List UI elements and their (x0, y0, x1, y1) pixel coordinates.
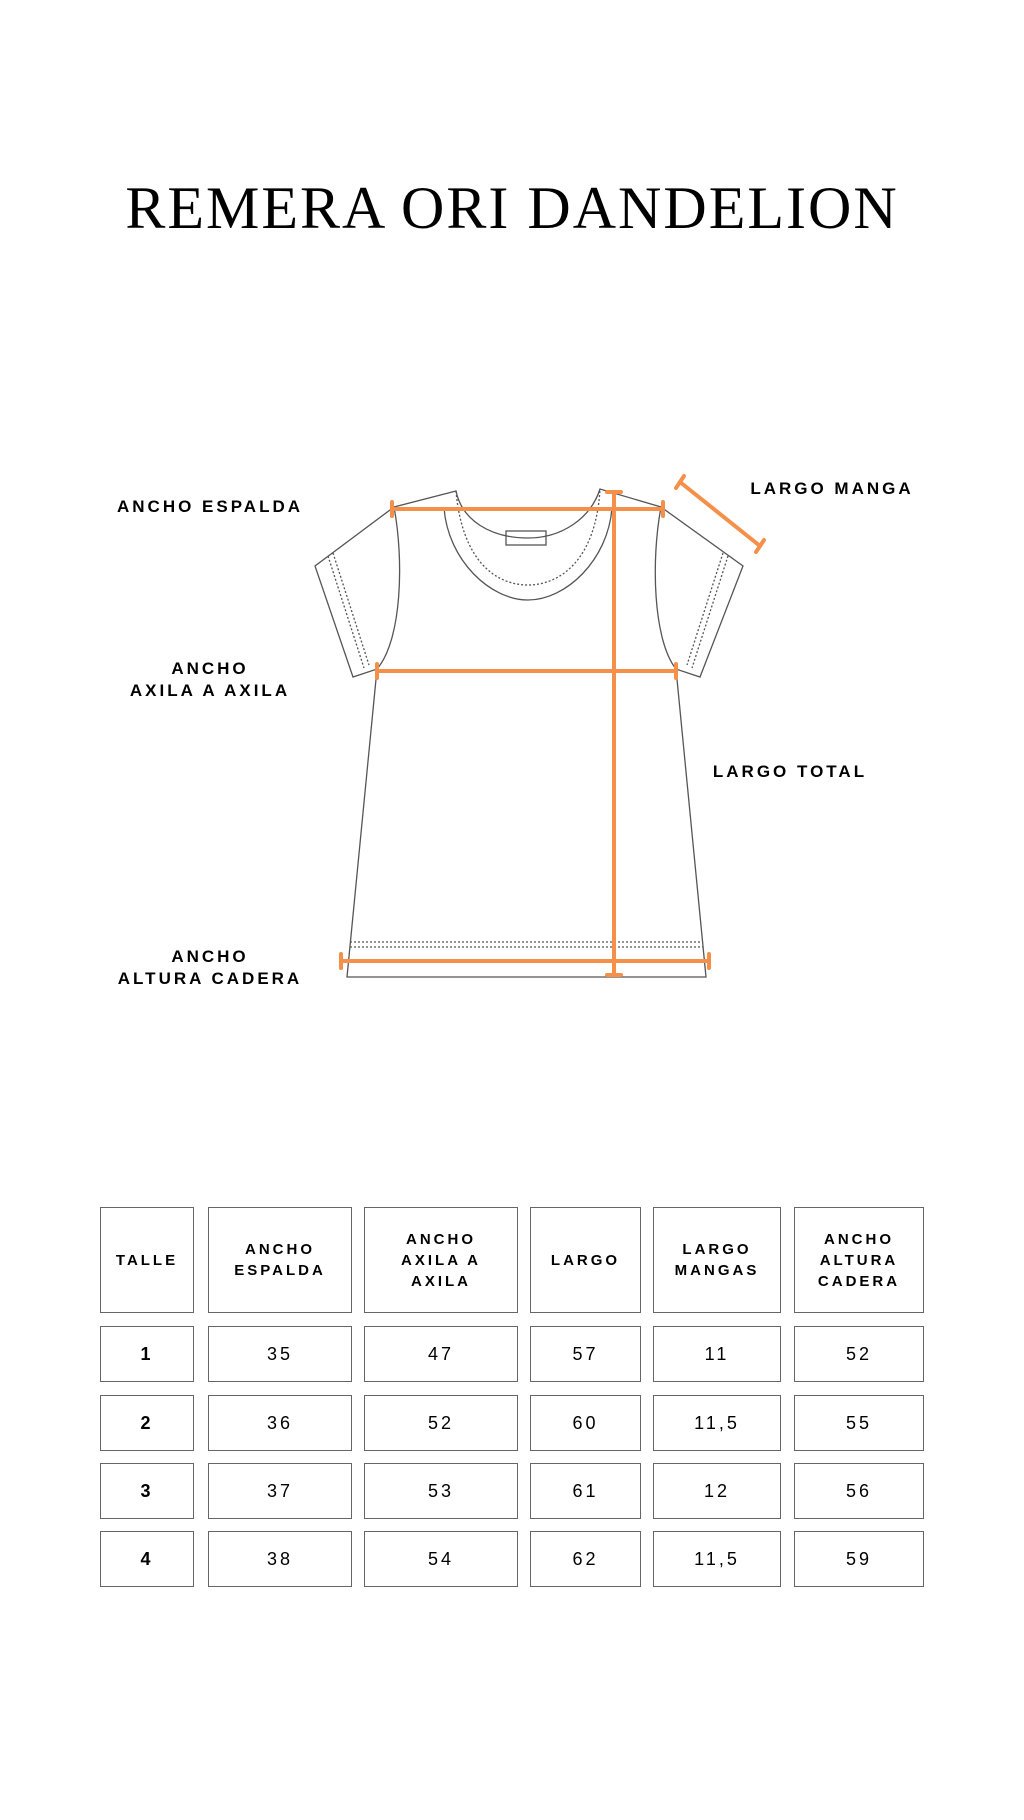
table-cell: 36 (208, 1395, 352, 1451)
table-cell: 57 (530, 1326, 641, 1382)
table-cell: 52 (794, 1326, 924, 1382)
label-ancho-cadera: ANCHO ALTURA CADERA (117, 947, 303, 988)
measurement-lines (341, 476, 764, 975)
table-cell: 47 (364, 1326, 518, 1382)
table-cell: 35 (208, 1326, 352, 1382)
table-cell: 12 (653, 1463, 781, 1519)
label-largo-total: LARGO TOTAL (712, 762, 868, 781)
table-cell: 61 (530, 1463, 641, 1519)
table-cell-talle: 3 (100, 1463, 194, 1519)
table-header-ancho-espalda: ANCHO ESPALDA (208, 1207, 352, 1313)
tshirt-outline (315, 489, 743, 977)
table-header-talle: TALLE (100, 1207, 194, 1313)
table-cell: 11,5 (653, 1395, 781, 1451)
table-cell-talle: 4 (100, 1531, 194, 1587)
table-cell: 52 (364, 1395, 518, 1451)
table-cell: 11 (653, 1326, 781, 1382)
table-cell: 53 (364, 1463, 518, 1519)
label-ancho-axila: ANCHO AXILA A AXILA (129, 659, 291, 700)
page-title: REMERA ORI DANDELION (125, 175, 899, 241)
table-cell: 56 (794, 1463, 924, 1519)
table-header-largo-mangas: LARGO MANGAS (653, 1207, 781, 1313)
table-cell: 37 (208, 1463, 352, 1519)
label-largo-manga: LARGO MANGA (750, 479, 914, 498)
table-cell: 54 (364, 1531, 518, 1587)
table-cell-talle: 2 (100, 1395, 194, 1451)
table-cell: 60 (530, 1395, 641, 1451)
table-header-largo: LARGO (530, 1207, 641, 1313)
table-cell: 62 (530, 1531, 641, 1587)
table-cell: 38 (208, 1531, 352, 1587)
table-header-ancho-cadera: ANCHO ALTURA CADERA (794, 1207, 924, 1313)
table-cell: 55 (794, 1395, 924, 1451)
table-cell: 59 (794, 1531, 924, 1587)
label-ancho-espalda: ANCHO ESPALDA (116, 497, 304, 516)
table-cell-talle: 1 (100, 1326, 194, 1382)
table-cell: 11,5 (653, 1531, 781, 1587)
table-header-ancho-axila: ANCHO AXILA A AXILA (364, 1207, 518, 1313)
